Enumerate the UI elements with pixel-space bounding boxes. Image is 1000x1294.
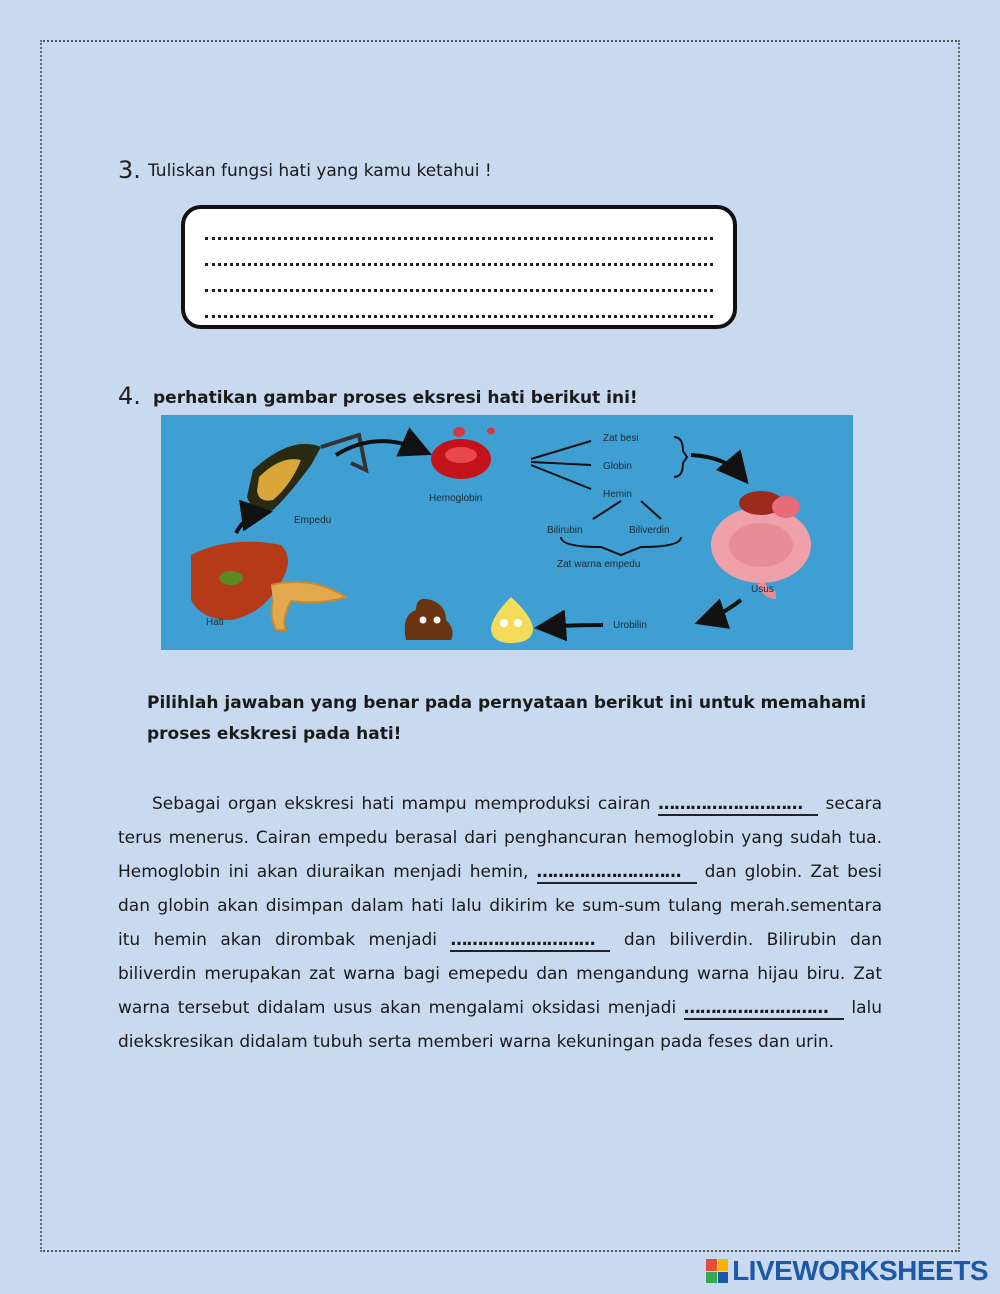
- question-3-number: 3.: [118, 156, 141, 184]
- answer-line: [205, 249, 713, 275]
- hemoglobin-cells: [431, 427, 495, 479]
- arrow-usus-urobilin: [706, 600, 741, 620]
- answer-line: [205, 275, 713, 301]
- paragraph-part-1: Sebagai organ ekskresi hati mampu memproduksi cairan: [152, 794, 651, 814]
- logo-text: LIVEWORKSHEETS: [732, 1255, 988, 1286]
- label-zat-warna-empedu: Zat warna empedu: [557, 559, 641, 570]
- blank-input-1[interactable]: ………………………: [658, 794, 818, 816]
- answer-textbox[interactable]: [181, 205, 737, 329]
- label-usus: Usus: [751, 584, 774, 595]
- question-4-number: 4.: [118, 382, 141, 410]
- logo-icon: [706, 1259, 728, 1283]
- paragraph-part-5: lalu diekskresikan didalam tubuh serta memberi warna kekuningan pada feses dan urin.: [118, 998, 882, 1052]
- paragraph-part-3: dan globin. Zat besi dan globin akan disimpan dalam hati lalu dikirim ke sum-sum tulang merah.sementara itu hemin akan dirombak menjadi: [118, 862, 882, 950]
- question-4-text: perhatikan gambar proses eksresi hati berikut ini!: [153, 388, 638, 408]
- label-zat-besi: Zat besi: [603, 433, 639, 444]
- blank-input-4[interactable]: ………………………: [684, 998, 844, 1020]
- brace-bottom-icon: [561, 537, 681, 555]
- line-globin: [531, 462, 591, 465]
- blank-input-3[interactable]: ………………………: [450, 930, 610, 952]
- arrow-empedu-hemoglobin: [336, 441, 421, 455]
- arrow-urobilin-feces: [546, 625, 603, 627]
- instruction-text: Pilihlah jawaban yang benar pada pernyataan berikut ini untuk memahami proses ekskresi pada hati!: [147, 693, 867, 744]
- label-empedu: Empedu: [294, 515, 332, 526]
- label-bilirubin: Bilirubin: [547, 525, 583, 536]
- answer-line: [205, 223, 713, 249]
- label-biliverdin: Biliverdin: [629, 525, 670, 536]
- liver-excretion-diagram: [161, 415, 853, 650]
- arrow-hati-empedu: [236, 513, 261, 533]
- arrow-to-usus: [691, 455, 741, 475]
- label-urobilin: Urobilin: [613, 620, 647, 631]
- cloze-paragraph: [118, 787, 882, 1059]
- line-zat-besi: [531, 441, 591, 459]
- brace-icon: [674, 437, 687, 477]
- intestine-illustration: [711, 491, 811, 595]
- answer-line: [205, 301, 713, 327]
- diagram-illustration: [161, 415, 853, 650]
- paragraph-part-2: secara terus menerus. Cairan empedu berasal dari penghancuran hemoglobin yang sudah tua. Hemoglobin ini akan diuraikan menjadi hemin,: [118, 794, 883, 882]
- paragraph-part-4: dan biliverdin. Bilirubin dan biliverdin merupakan zat warna bagi emepedu dan mengandung warna hijau biru. Zat warna tersebut didalam usus akan mengalami oksidasi menjadi: [118, 930, 882, 1018]
- label-hati: Hati: [206, 617, 224, 628]
- question-3-text: Tuliskan fungsi hati yang kamu ketahui !: [148, 161, 492, 181]
- line-hemin: [531, 465, 591, 489]
- feces-character: [405, 599, 453, 640]
- liveworksheets-logo: [706, 1256, 988, 1286]
- label-hemin: Hemin: [603, 489, 632, 500]
- urine-character: [491, 597, 533, 643]
- blank-input-2[interactable]: ………………………: [537, 862, 697, 884]
- label-globin: Globin: [603, 461, 632, 472]
- label-hemoglobin: Hemoglobin: [429, 493, 483, 504]
